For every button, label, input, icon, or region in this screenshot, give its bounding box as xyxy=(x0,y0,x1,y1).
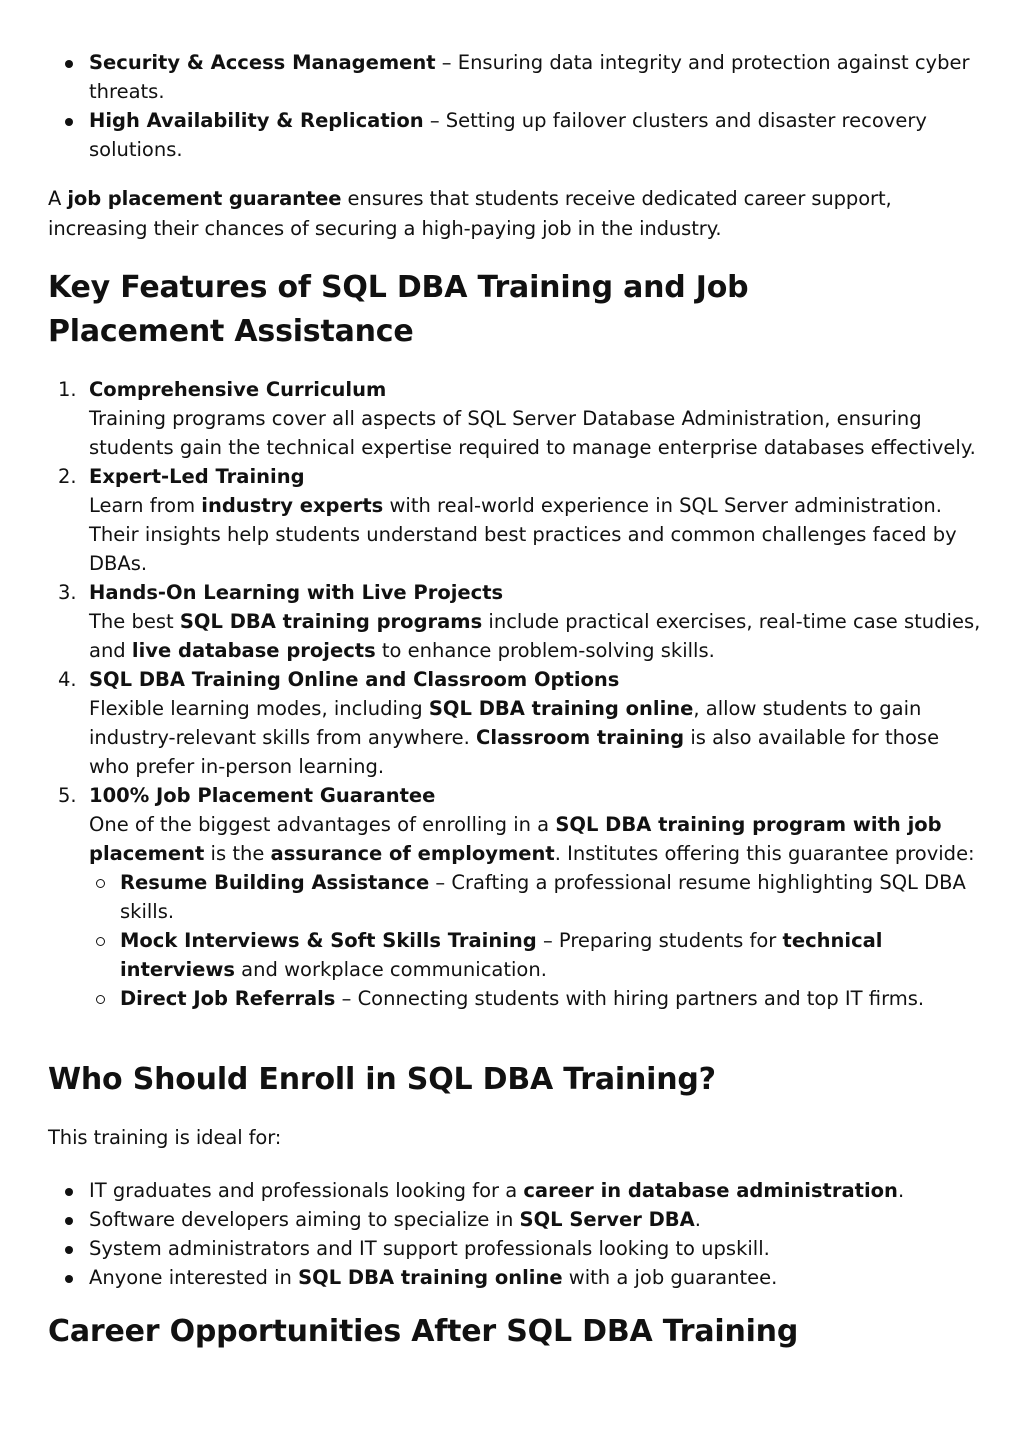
enroll-text: IT graduates and professionals looking for a xyxy=(89,1179,524,1202)
heading-key-features: Key Features of SQL DBA Training and Job Placement Assistance xyxy=(48,270,749,349)
list-item xyxy=(48,868,983,926)
list-item xyxy=(48,665,983,781)
heading-career-opportunities: Career Opportunities After SQL DBA Training xyxy=(48,1314,799,1349)
bullet-text: – Ensuring data integrity and protection against cyber threats. xyxy=(89,51,970,103)
feature-desc: include practical exercises, real-time case studies, and xyxy=(89,610,981,662)
sub-item-bold: Resume Building Assistance xyxy=(120,871,430,894)
list-number: 4. xyxy=(58,668,77,691)
intro-bullet-list xyxy=(48,48,978,164)
list-number: 3. xyxy=(58,581,77,604)
feature-bold: industry experts xyxy=(201,494,384,517)
features-list xyxy=(48,375,983,1013)
enroll-intro: This training is ideal for: xyxy=(48,1126,282,1149)
feature-title: Expert-Led Training xyxy=(89,465,305,488)
sub-item-bold: technical interviews xyxy=(120,929,883,981)
list-item xyxy=(48,1263,978,1292)
placement-paragraph xyxy=(48,184,948,243)
list-item xyxy=(48,781,983,1013)
bullet-bold: Security & Access Management xyxy=(89,51,436,74)
feature-title: SQL DBA Training Online and Classroom Options xyxy=(89,668,620,691)
feature-desc: with real-world experience in SQL Server administration. Their insights help students understand best practices and common challenges faced by DBAs. xyxy=(89,494,957,575)
list-item xyxy=(48,106,978,164)
list-item xyxy=(48,462,983,578)
feature-bold: assurance of employment xyxy=(270,842,555,865)
enroll-bold: career in database administration xyxy=(523,1179,898,1202)
paragraph-bold: job placement guarantee xyxy=(67,187,342,210)
list-item xyxy=(48,1234,978,1263)
list-item xyxy=(48,578,983,665)
enroll-text: Anyone interested in xyxy=(89,1266,299,1289)
feature-bold: Classroom training xyxy=(476,726,685,749)
list-item xyxy=(48,1176,978,1205)
bullet-bold: High Availability & Replication xyxy=(89,109,424,132)
enroll-text: Software developers aiming to specialize in xyxy=(89,1208,520,1231)
feature-bold: SQL DBA training online xyxy=(428,697,694,720)
feature-desc: is the xyxy=(204,842,271,865)
paragraph-text: ensures that students receive dedicated career support, increasing their chances of securing a high-paying job in the industry. xyxy=(48,187,892,240)
enroll-text: . xyxy=(694,1208,701,1231)
feature-bold: SQL DBA training program with job placement xyxy=(89,813,942,865)
sub-item-text: – Crafting a professional resume highlighting SQL DBA skills. xyxy=(120,871,966,923)
feature-desc: , allow students to gain industry-relevant skills from anywhere. xyxy=(89,697,922,749)
list-item xyxy=(48,984,983,1013)
list-item xyxy=(48,375,983,462)
feature-title: 100% Job Placement Guarantee xyxy=(89,784,436,807)
feature-bold: live database projects xyxy=(131,639,376,662)
list-item xyxy=(48,926,983,984)
sub-item-bold: Mock Interviews & Soft Skills Training xyxy=(120,929,537,952)
feature-bold: SQL DBA training programs xyxy=(179,610,483,633)
list-item xyxy=(48,48,978,106)
feature-desc: Flexible learning modes, including xyxy=(89,697,429,720)
placement-sub-list xyxy=(89,868,983,1013)
feature-title: Hands-On Learning with Live Projects xyxy=(89,581,504,604)
paragraph-text: A xyxy=(48,187,68,210)
sub-item-bold: Direct Job Referrals xyxy=(120,987,336,1010)
bullet-text: – Setting up failover clusters and disaster recovery solutions. xyxy=(89,109,927,161)
list-number: 1. xyxy=(58,378,77,401)
enroll-text: System administrators and IT support professionals looking to upskill. xyxy=(89,1237,770,1260)
list-number: 5. xyxy=(58,784,77,807)
heading-who-should-enroll: Who Should Enroll in SQL DBA Training? xyxy=(48,1062,716,1097)
feature-desc: Learn from xyxy=(89,494,202,517)
feature-title: Comprehensive Curriculum xyxy=(89,378,387,401)
enroll-text: . xyxy=(897,1179,905,1202)
sub-item-text: and workplace communication. xyxy=(234,958,547,981)
feature-desc: is also available for those who prefer in-person learning. xyxy=(89,726,940,778)
list-number: 2. xyxy=(58,465,77,488)
enroll-bold: SQL Server DBA xyxy=(519,1208,695,1231)
enroll-text: with a job guarantee. xyxy=(562,1266,778,1289)
sub-item-text: – Preparing students for xyxy=(536,929,783,952)
list-item xyxy=(48,1205,978,1234)
feature-desc: to enhance problem-solving skills. xyxy=(375,639,715,662)
feature-desc: The best xyxy=(89,610,180,633)
enroll-bold: SQL DBA training online xyxy=(298,1266,563,1289)
feature-desc: . Institutes offering this guarantee provide: xyxy=(554,842,975,865)
feature-desc: One of the biggest advantages of enrolling in a xyxy=(89,813,556,836)
feature-desc: Training programs cover all aspects of SQL Server Database Administration, ensuring students gain the technical expertise required to manage enterprise databases effectively. xyxy=(89,407,976,459)
sub-item-text: – Connecting students with hiring partners and top IT firms. xyxy=(335,987,925,1010)
enroll-bullet-list xyxy=(48,1176,978,1292)
